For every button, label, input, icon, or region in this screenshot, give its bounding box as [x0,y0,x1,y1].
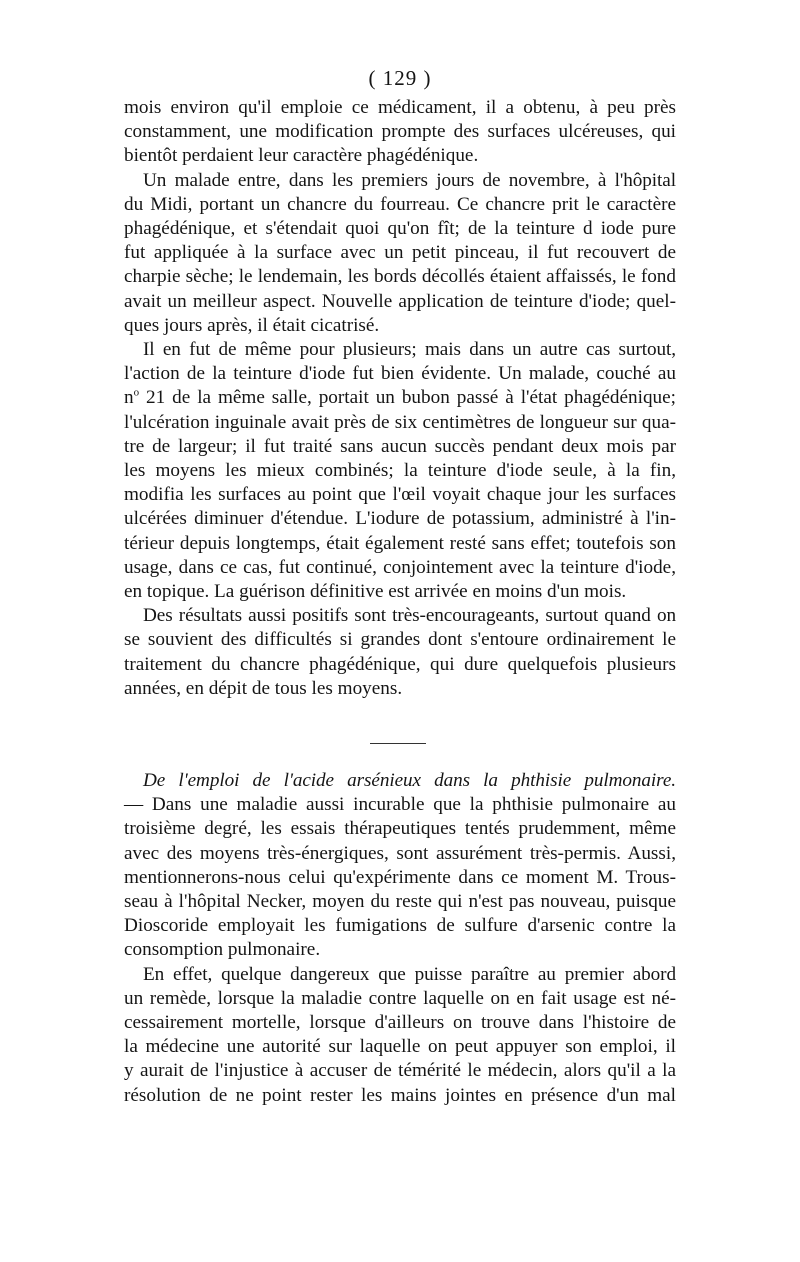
text-line: ques jours après, il était cicatrisé. [124,314,380,336]
text-line: consomption pulmonaire. [124,939,321,961]
text-line: En effet, quelque dangereux que puisse paraître au premier abord [143,963,676,985]
paragraph-4 [124,604,676,701]
text-line: années, en dépit de tous les moyens. [124,677,403,699]
text-line-rest: 21 de la même salle, portait un bubon passé à l'état phagédénique; [139,387,676,409]
text-line: cessairement mortelle, lorsque d'ailleurs on trouve dans l'histoire de [124,1012,676,1034]
text-line: se souvient des difficultés si grandes dont s'entoure ordinairement le [124,629,676,651]
paragraph-2 [124,169,676,338]
text-line: l'action de la teinture d'iode fut bien évidente. Un malade, couché au [124,363,676,385]
text-line: phagédénique, et s'étendait quoi qu'on fît; de la teinture d iode pure [124,218,676,240]
text-line: en topique. La guérison définitive est arrivée en moins d'un mois. [124,581,627,603]
numero-superscript: o [133,387,140,400]
text-line [124,386,676,410]
text-line: constamment, une modification prompte des surfaces ulcéreuses, qui [124,121,676,143]
text-line: mentionnerons-nous celui qu'expérimente dans ce moment M. Trous- [124,866,676,888]
text-line: avait un meilleur aspect. Nouvelle application de teinture d'iode; quel- [124,290,676,312]
paragraph-3 [124,338,676,604]
text-line: tre de largeur; il fut traité sans aucun succès pendant deux mois par [124,435,676,457]
section-heading: De l'emploi de l'acide arsénieux dans la phthisie pulmonaire. [143,770,676,791]
text-line: usage, dans ce cas, fut continué, conjointement avec la teinture d'iode, [124,556,676,578]
paragraph-5 [124,769,676,963]
text-line: Il en fut de même pour plusieurs; mais dans un autre cas surtout, [143,339,676,361]
text-line: térieur depuis longtemps, était également resté sans effet; toutefois son [124,532,676,554]
section-divider [370,743,426,744]
text-line: — Dans une maladie aussi incurable que la phthisie pulmonaire au [124,794,676,816]
text-line: avec des moyens très-énergiques, sont assurément très-permis. Aussi, [124,842,676,864]
text-line: ulcérées diminuer d'étendue. L'iodure de potassium, administré à l'in- [124,508,676,530]
paragraph-6 [124,963,676,1108]
text-line: bientôt perdaient leur caractère phagédénique. [124,145,479,167]
text-line: y aurait de l'injustice à accuser de témérité le médecin, alors qu'il a la [124,1060,676,1082]
text-line: du Midi, portant un chancre du fourreau. Ce chancre prit le caractère [124,193,676,215]
upper-text-block [124,96,676,701]
text-line: résolution de ne point rester les mains jointes en présence d'un mal [124,1084,676,1106]
page-number: ( 129 ) [368,66,432,90]
text-line: fut appliquée à la surface avec un petit pinceau, il fut recouvert de [124,242,676,264]
text-line: Un malade entre, dans les premiers jours de novembre, à l'hôpital [143,169,676,191]
text-line: les moyens les mieux combinés; la teinture d'iode seule, à la fin, [124,460,676,482]
text-line: mois environ qu'il emploie ce médicament, il a obtenu, à peu près [124,97,676,118]
text-line: Dioscoride employait les fumigations de sulfure d'arsenic contre la [124,915,676,937]
text-line: seau à l'hôpital Necker, moyen du reste qui n'est pas nouveau, puisque [124,891,676,913]
text-line: modifia les surfaces au point que l'œil voyait chaque jour les surfaces [124,484,676,506]
text-line: traitement du chancre phagédénique, qui dure quelquefois plusieurs [124,653,676,675]
text-line: la médecine une autorité sur laquelle on peut appuyer son emploi, il [124,1036,676,1058]
lower-text-block [124,769,676,1108]
paragraph-1 [124,96,676,169]
text-line: charpie sèche; le lendemain, les bords décollés étaient affaissés, le fond [124,266,676,288]
numero-abbrev: n [124,387,134,409]
text-line: troisième degré, les essais thérapeutiques tentés prudemment, même [124,818,676,840]
text-line: Des résultats aussi positifs sont très-encourageants, surtout quand on [143,605,676,627]
text-line: l'ulcération inguinale avait près de six centimètres de longueur sur qua- [124,411,676,433]
text-line: un remède, lorsque la maladie contre laquelle on en fait usage est né- [124,987,676,1009]
